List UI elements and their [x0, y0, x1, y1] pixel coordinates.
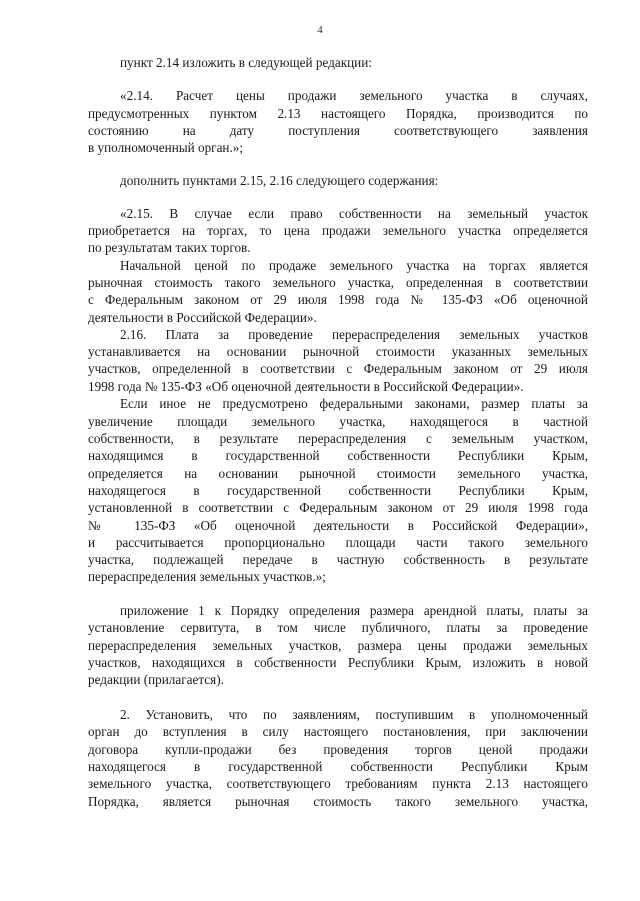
- text-line: дополнить пунктами 2.15, 2.16 следующего содержания:: [120, 173, 439, 188]
- text-line: приложение 1 к Порядку определения размера арендной платы, платы за: [120, 603, 588, 618]
- text-line: земельного участка, соответствующего требованиям пункта 2.13 настоящего: [88, 776, 588, 791]
- text-line: приобретается на торгах, то цена продажи земельного участка определяется: [88, 223, 588, 238]
- text-line: определяется на основании рыночной стоимости земельного участка,: [88, 466, 588, 481]
- text-line: Начальной ценой по продаже земельного участка на торгах является: [120, 258, 588, 273]
- text-line: пункт 2.14 изложить в следующей редакции:: [120, 55, 372, 70]
- text-line: находящимся в государственной собственности Республики Крым,: [88, 448, 588, 463]
- text-line: перераспределения земельных участков, размера цены продажи земельных: [88, 638, 588, 653]
- text-line: находящегося в государственной собственности Республики Крым: [88, 759, 588, 774]
- text-line: предусмотренных пунктом 2.13 настоящего Порядка, производится по: [88, 106, 588, 121]
- text-line: установленной в соответствии с Федеральным законом от 29 июля 1998 года: [88, 500, 588, 515]
- text-line: участка, подлежащей передаче в частную собственность в результате: [88, 552, 588, 567]
- text-line: деятельности в Российской Федерации».: [88, 310, 317, 325]
- text-line: 2.16. Плата за проведение перераспределения земельных участков: [120, 327, 588, 342]
- text-line: 2. Установить, что по заявлениям, поступившим в уполномоченный: [120, 707, 588, 722]
- text-line: договора купли-продажи без проведения торгов ценой продажи: [88, 742, 588, 757]
- text-line: орган до вступления в силу настоящего постановления, при заключении: [88, 724, 588, 739]
- text-line: с Федеральным законом от 29 июля 1998 года № 135-ФЗ «Об оценочной: [88, 292, 588, 307]
- text-line: собственности, в результате перераспределения с земельным участком,: [88, 431, 588, 446]
- text-line: «2.15. В случае если право собственности на земельный участок: [120, 206, 588, 221]
- text-line: № 135-ФЗ «Об оценочной деятельности в Российской Федерации»,: [88, 518, 588, 533]
- text-line: участков, определенной в соответствии с Федеральным законом от 29 июля: [88, 361, 588, 376]
- text-line: и рассчитывается пропорционально площади части такого земельного: [88, 535, 588, 550]
- text-line: состоянию на дату поступления соответствующего заявления: [88, 123, 588, 138]
- text-line: Порядка, является рыночная стоимость такого земельного участка,: [88, 794, 588, 809]
- text-line: «2.14. Расчет цены продажи земельного участка в случаях,: [120, 88, 588, 103]
- page-number: 4: [317, 24, 323, 36]
- text-line: Если иное не предусмотрено федеральными законами, размер платы за: [120, 396, 588, 411]
- text-line: рыночная стоимость такого земельного участка, определенная в соответствии: [88, 275, 588, 290]
- text-line: участков, находящихся в собственности Республики Крым, изложить в новой: [88, 655, 588, 670]
- text-line: перераспределения земельных участков.»;: [88, 569, 326, 584]
- text-line: в уполномоченный орган.»;: [88, 140, 244, 155]
- text-line: устанавливается на основании рыночной стоимости указанных земельных: [88, 344, 588, 359]
- text-line: по результатам таких торгов.: [88, 240, 251, 255]
- text-line: увеличение площади земельного участка, находящегося в частной: [88, 414, 588, 429]
- text-line: находящегося в государственной собственности Республики Крым,: [88, 483, 588, 498]
- text-line: установление сервитута, в том числе публичного, платы за проведение: [88, 620, 588, 635]
- text-line: 1998 года № 135-ФЗ «Об оценочной деятельности в Российской Федерации».: [88, 379, 524, 394]
- text-line: редакции (прилагается).: [88, 672, 224, 687]
